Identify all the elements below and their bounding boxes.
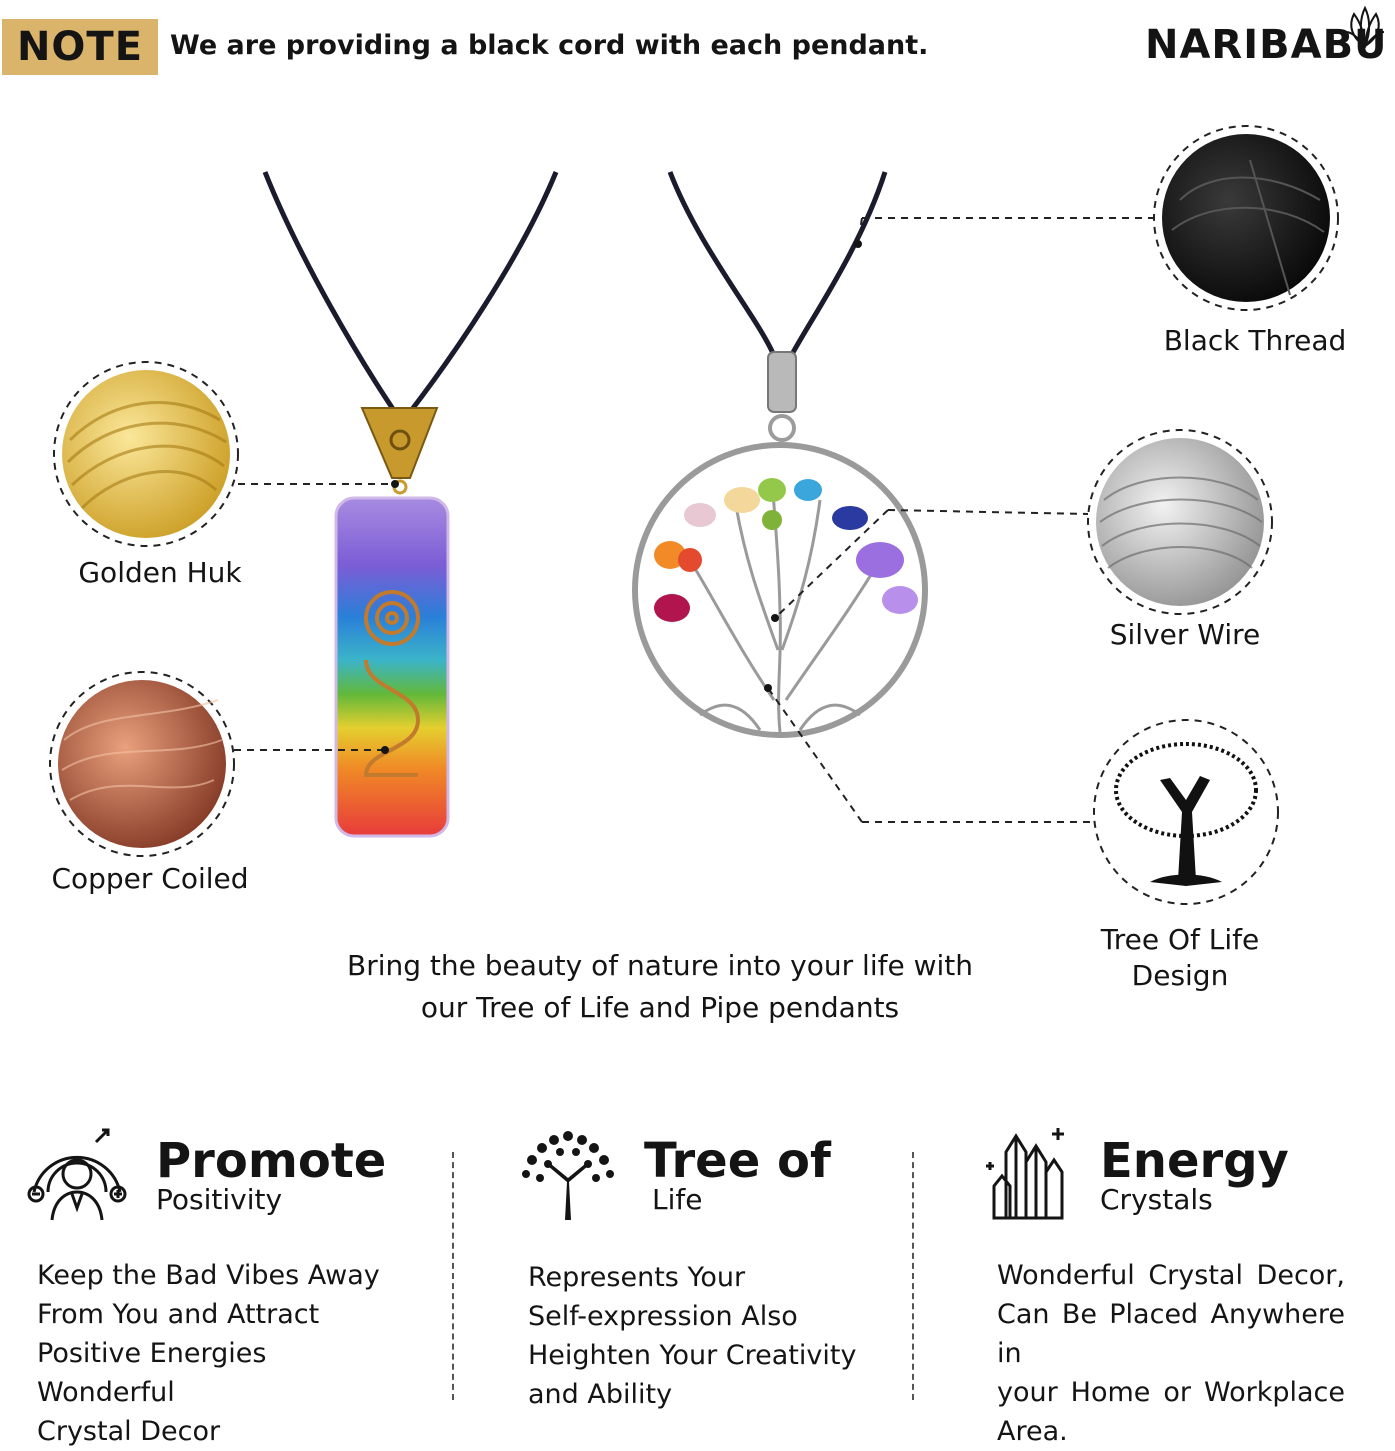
benefit-2-line: Self-expression Also (528, 1301, 798, 1332)
tagline (300, 945, 1020, 1029)
benefit-1-subtitle: Positivity (156, 1183, 283, 1216)
benefit-2-line: Heighten Your Creativity (528, 1340, 857, 1371)
benefit-2-body (528, 1258, 868, 1414)
benefit-3-subtitle: Crystals (1100, 1183, 1213, 1216)
benefit-3-title: Energy (1100, 1133, 1289, 1189)
benefit-2-subtitle: Life (652, 1183, 703, 1216)
benefit-2-line: and Ability (528, 1379, 673, 1410)
copper-coiled-label: Copper Coiled (51, 862, 249, 895)
benefit-1-title: Promote (156, 1133, 387, 1189)
column-divider (452, 1152, 454, 1400)
golden-huk-label: Golden Huk (78, 556, 242, 589)
tree-design-label (1060, 922, 1300, 994)
pendants-illustration (0, 120, 1395, 920)
note-text: We are providing a black cord with each pendant. (170, 30, 929, 61)
benefit-1-line: Crystal Decor (37, 1416, 221, 1447)
brand-name: NARIBABU (1145, 22, 1388, 68)
column-divider (912, 1152, 914, 1400)
tagline-line1: Bring the beauty of nature into your life with (346, 949, 973, 982)
tree-design-line2: Design (1131, 959, 1229, 992)
tree-icon (518, 1122, 618, 1222)
black-thread-label: Black Thread (1163, 324, 1347, 357)
benefit-3-body (997, 1256, 1345, 1451)
crystals-icon (984, 1122, 1072, 1222)
lotus-logo-icon (1338, 2, 1392, 56)
tree-design-line1: Tree Of Life (1100, 923, 1260, 956)
benefit-2-title: Tree of (644, 1133, 831, 1189)
benefit-2-line: Represents Your (528, 1262, 746, 1293)
silver-wire-label: Silver Wire (1109, 618, 1261, 651)
positivity-person-icon (26, 1122, 128, 1222)
benefit-3-line: Can Be Placed Anywhere in (997, 1299, 1345, 1369)
benefit-1-line: From You and Attract (37, 1299, 320, 1330)
tagline-line2: our Tree of Life and Pipe pendants (420, 991, 900, 1024)
note-badge: NOTE (2, 19, 158, 75)
benefit-3-line: your Home or Workplace (997, 1377, 1345, 1408)
benefit-1-body (37, 1256, 387, 1451)
benefit-1-line: Positive Energies Wonderful (37, 1338, 267, 1408)
benefit-3-line: Wonderful Crystal Decor, (997, 1260, 1345, 1291)
benefit-3-line: Area. (997, 1416, 1068, 1447)
benefit-1-line: Keep the Bad Vibes Away (37, 1260, 380, 1291)
